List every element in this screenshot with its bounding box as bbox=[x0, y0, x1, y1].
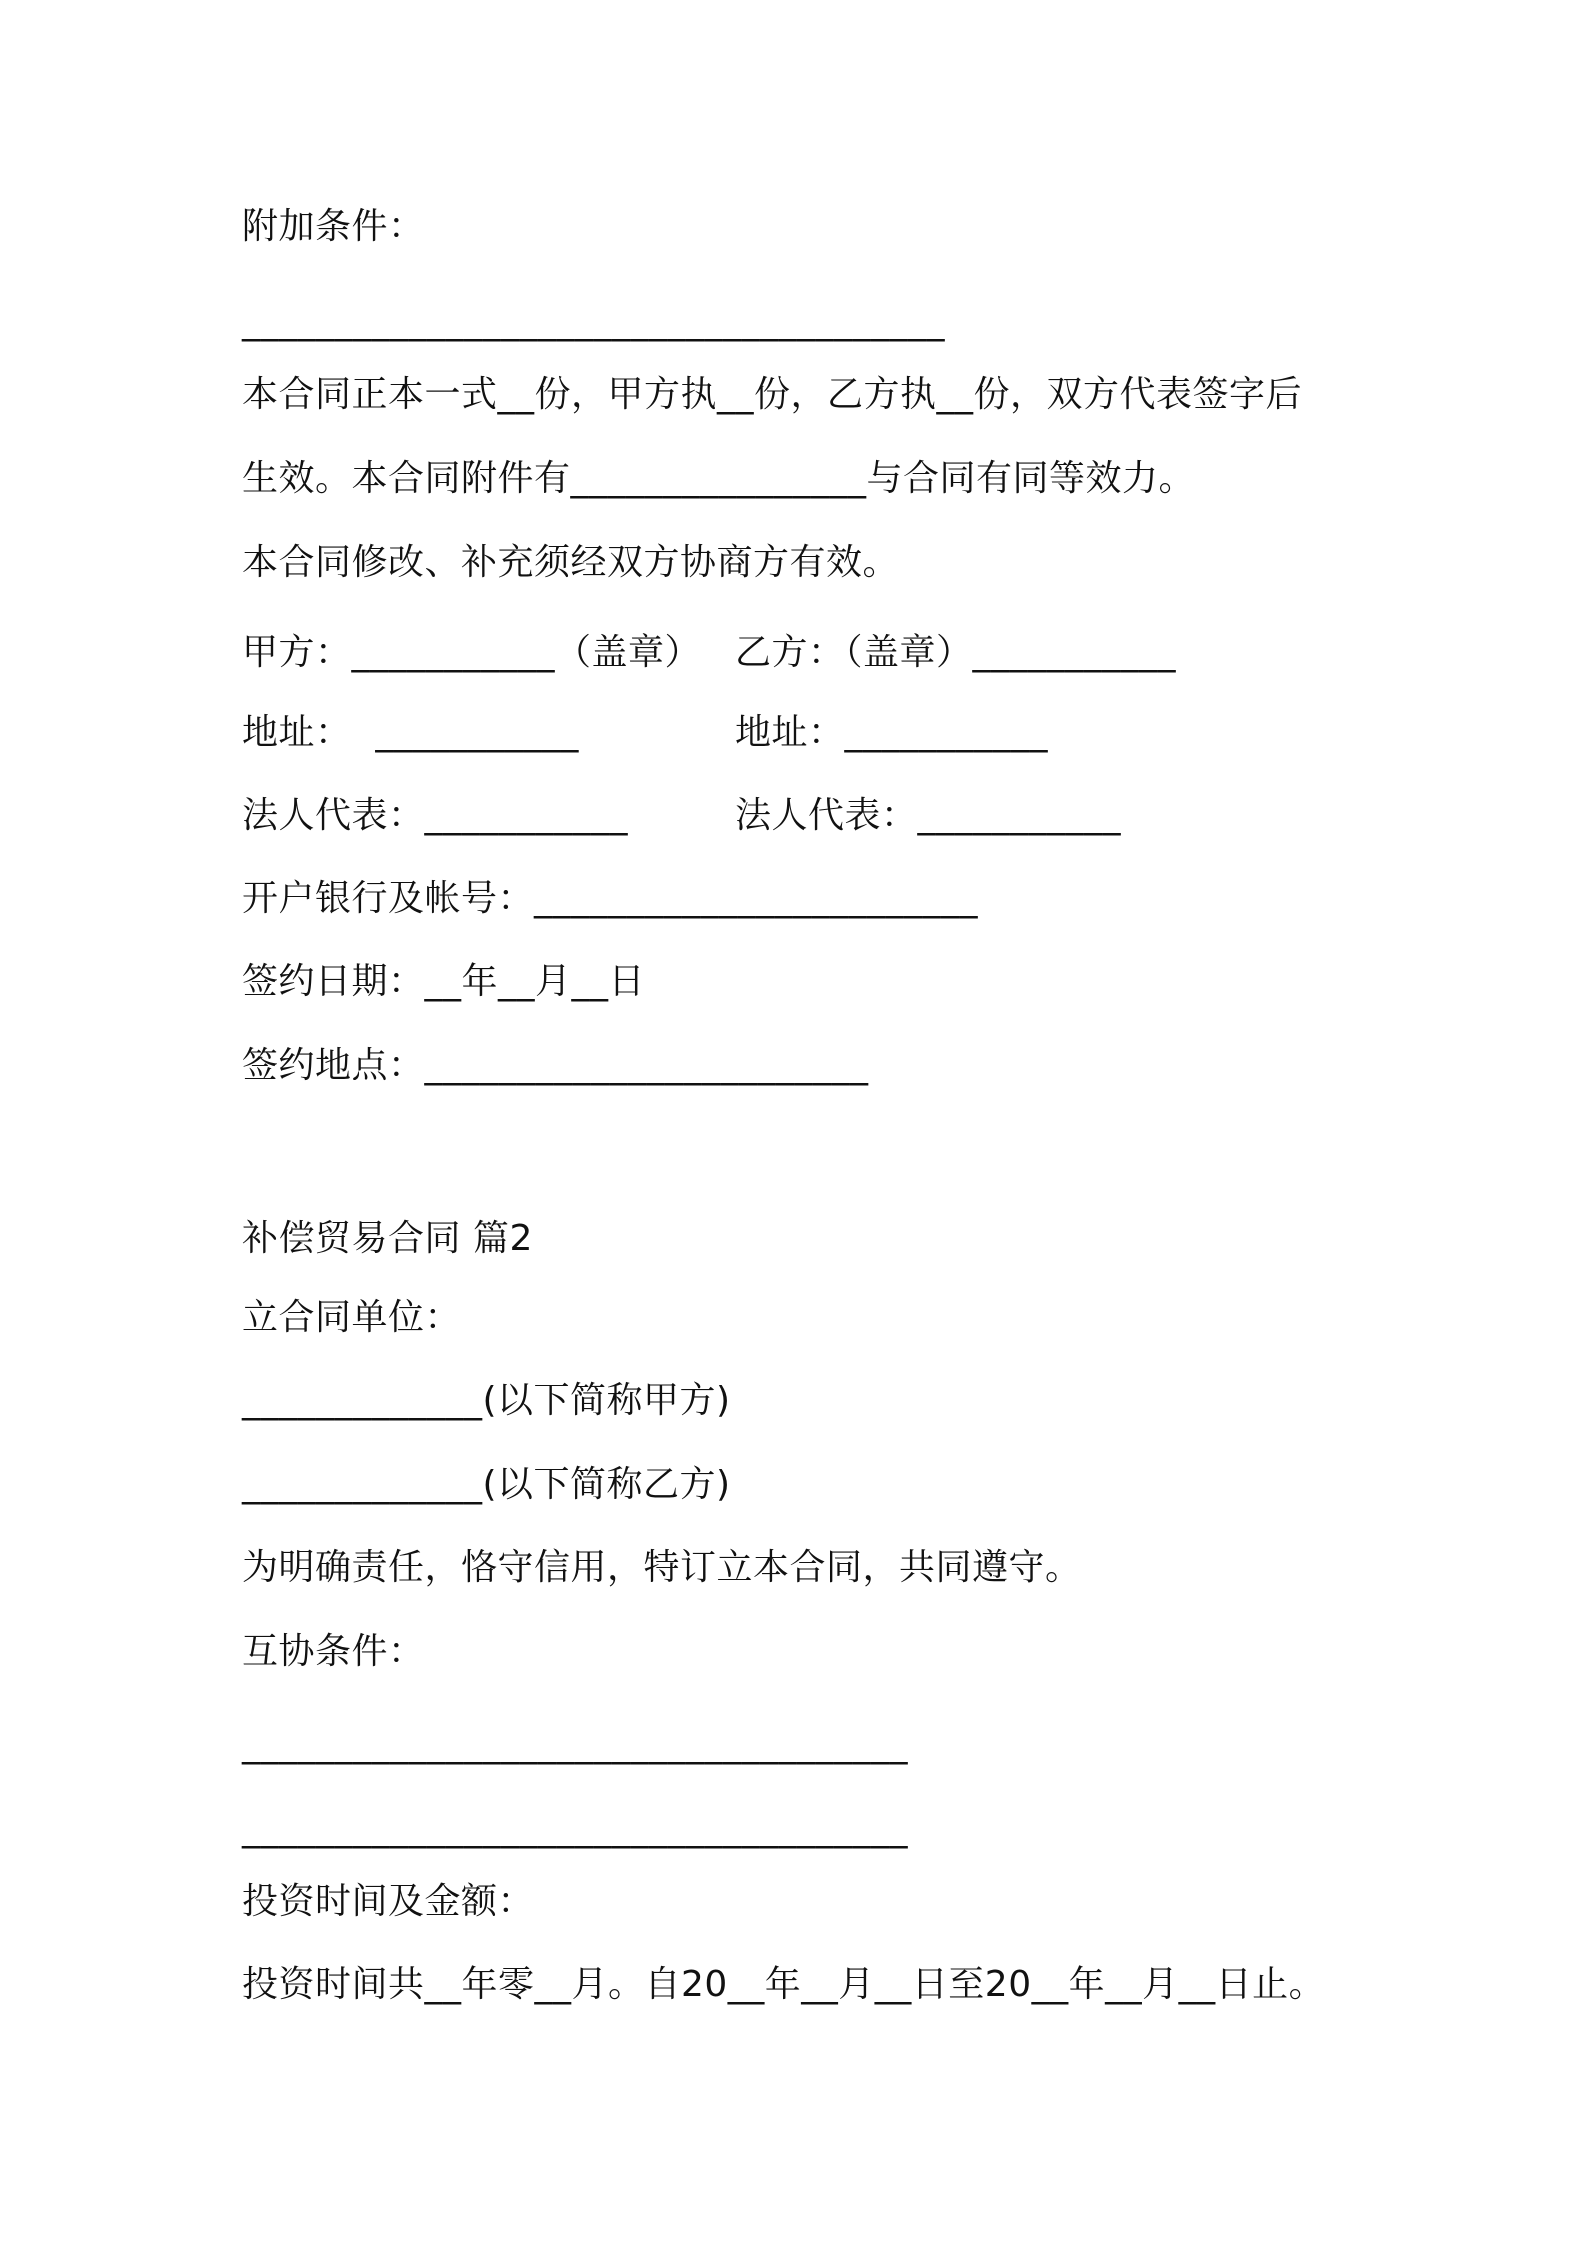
bank-account: 开户银行及帐号：________________________ bbox=[242, 878, 979, 919]
blank-line: ______________________________________ bbox=[242, 301, 945, 342]
contracting-parties-label: 立合同单位： bbox=[242, 1297, 462, 1338]
party-a-line: _____________(以下简称甲方) bbox=[242, 1380, 731, 1421]
mutual-conditions-label: 互协条件： bbox=[242, 1631, 425, 1672]
party-b-address: 地址：___________ bbox=[735, 712, 1049, 753]
effect-clause: 生效。本合同附件有________________与合同有同等效力。 bbox=[242, 458, 1196, 499]
party-b-seal: 乙方：（盖章）___________ bbox=[735, 632, 1177, 673]
signing-place: 签约地点：________________________ bbox=[242, 1045, 869, 1086]
blank-line: ____________________________________ bbox=[242, 1724, 908, 1765]
party-a-address: 地址： ___________ bbox=[242, 712, 579, 753]
investment-label: 投资时间及金额： bbox=[242, 1881, 535, 1922]
additional-conditions-label: 附加条件： bbox=[242, 206, 425, 247]
investment-clause: 投资时间共__年零__月。自20__年__月__日至20__年__月__日止。 bbox=[242, 1964, 1326, 2005]
purpose-clause: 为明确责任，恪守信用，特订立本合同，共同遵守。 bbox=[242, 1547, 1082, 1588]
blank-line: ____________________________________ bbox=[242, 1808, 908, 1849]
copies-clause: 本合同正本一式__份，甲方执__份，乙方执__份，双方代表签字后 bbox=[242, 374, 1303, 415]
section-title: 补偿贸易合同 篇2 bbox=[242, 1218, 533, 1259]
party-a-seal: 甲方：___________（盖章） bbox=[242, 632, 702, 673]
party-a-legal-rep: 法人代表：___________ bbox=[242, 795, 629, 836]
party-b-line: _____________(以下简称乙方) bbox=[242, 1464, 731, 1505]
amendment-clause: 本合同修改、补充须经双方协商方有效。 bbox=[242, 542, 900, 583]
party-b-legal-rep: 法人代表：___________ bbox=[735, 795, 1122, 836]
signing-date: 签约日期：__年__月__日 bbox=[242, 961, 646, 1002]
